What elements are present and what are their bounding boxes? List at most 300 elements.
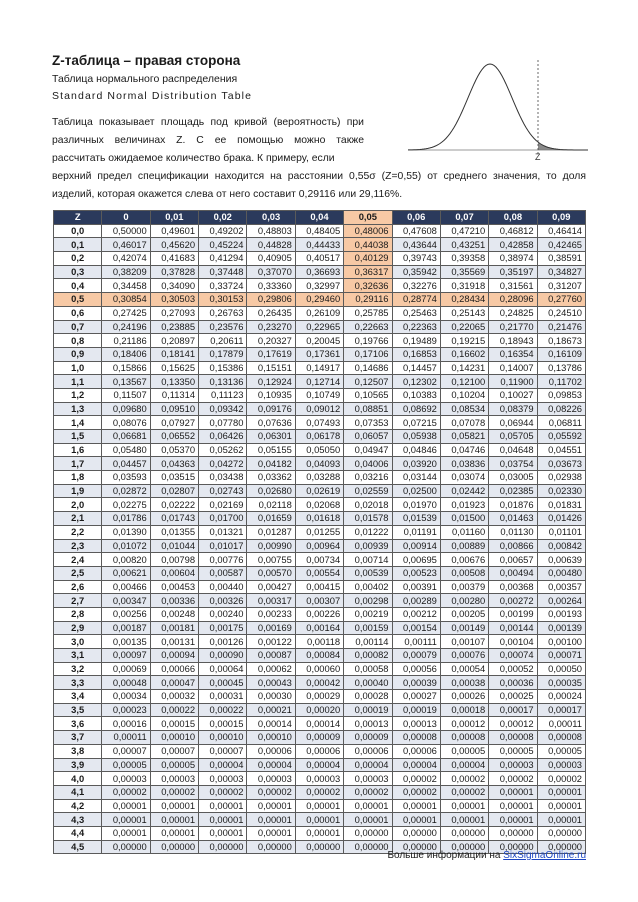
probability-cell: 0,12302 [392, 375, 440, 389]
probability-cell: 0,00001 [295, 813, 343, 827]
probability-cell: 0,00240 [199, 607, 247, 621]
probability-cell: 0,27425 [102, 306, 150, 320]
probability-cell: 0,30854 [102, 293, 150, 307]
probability-cell: 0,00019 [392, 703, 440, 717]
probability-cell: 0,09012 [295, 402, 343, 416]
probability-cell: 0,00001 [489, 785, 537, 799]
probability-cell: 0,00022 [150, 703, 198, 717]
probability-cell: 0,00001 [537, 813, 585, 827]
probability-cell: 0,31561 [489, 279, 537, 293]
probability-cell: 0,00007 [102, 744, 150, 758]
probability-cell: 0,12924 [247, 375, 295, 389]
probability-cell: 0,03673 [537, 457, 585, 471]
table-row [54, 347, 586, 361]
probability-cell: 0,00010 [150, 731, 198, 745]
probability-cell: 0,01390 [102, 525, 150, 539]
probability-cell: 0,00212 [392, 607, 440, 621]
probability-cell: 0,00002 [344, 785, 392, 799]
probability-cell: 0,01130 [489, 525, 537, 539]
probability-cell: 0,43644 [392, 238, 440, 252]
probability-cell: 0,29116 [344, 293, 392, 307]
probability-cell: 0,41683 [150, 252, 198, 266]
probability-cell: 0,04551 [537, 443, 585, 457]
probability-cell: 0,00004 [440, 758, 488, 772]
z-value-cell: 1,3 [54, 402, 102, 416]
probability-cell: 0,18943 [489, 334, 537, 348]
probability-cell: 0,34090 [150, 279, 198, 293]
probability-cell: 0,00024 [537, 690, 585, 704]
probability-cell: 0,42465 [537, 238, 585, 252]
probability-cell: 0,05262 [199, 443, 247, 457]
probability-cell: 0,07353 [344, 416, 392, 430]
probability-cell: 0,02938 [537, 471, 585, 485]
table-row [54, 306, 586, 320]
probability-cell: 0,00480 [537, 566, 585, 580]
probability-cell: 0,00005 [150, 758, 198, 772]
probability-cell: 0,11702 [537, 375, 585, 389]
probability-cell: 0,00494 [489, 566, 537, 580]
probability-cell: 0,00280 [440, 594, 488, 608]
probability-cell: 0,00002 [440, 772, 488, 786]
probability-cell: 0,00001 [247, 799, 295, 813]
probability-cell: 0,01222 [344, 525, 392, 539]
probability-cell: 0,24196 [102, 320, 150, 334]
probability-cell: 0,02872 [102, 484, 150, 498]
probability-cell: 0,02442 [440, 484, 488, 498]
probability-cell: 0,00021 [247, 703, 295, 717]
probability-cell: 0,00002 [537, 772, 585, 786]
probability-cell: 0,35942 [392, 265, 440, 279]
probability-cell: 0,08534 [440, 402, 488, 416]
probability-cell: 0,00695 [392, 553, 440, 567]
probability-cell: 0,00015 [199, 717, 247, 731]
probability-cell: 0,00001 [392, 813, 440, 827]
probability-cell: 0,42858 [489, 238, 537, 252]
probability-cell: 0,01786 [102, 512, 150, 526]
probability-cell: 0,00030 [247, 690, 295, 704]
probability-cell: 0,00508 [440, 566, 488, 580]
probability-cell: 0,18673 [537, 334, 585, 348]
table-row [54, 717, 586, 731]
probability-cell: 0,05938 [392, 430, 440, 444]
probability-cell: 0,16109 [537, 347, 585, 361]
probability-cell: 0,00001 [247, 813, 295, 827]
z-value-cell: 1,4 [54, 416, 102, 430]
z-value-cell: 1,5 [54, 430, 102, 444]
probability-cell: 0,00010 [199, 731, 247, 745]
probability-cell: 0,15386 [199, 361, 247, 375]
probability-cell: 0,00003 [247, 772, 295, 786]
probability-cell: 0,00164 [295, 621, 343, 635]
probability-cell: 0,00317 [247, 594, 295, 608]
probability-cell: 0,04648 [489, 443, 537, 457]
probability-cell: 0,25785 [344, 306, 392, 320]
table-row [54, 676, 586, 690]
column-header: 0 [102, 211, 150, 225]
probability-cell: 0,14457 [392, 361, 440, 375]
probability-cell: 0,03438 [199, 471, 247, 485]
probability-cell: 0,00199 [489, 607, 537, 621]
probability-cell: 0,04947 [344, 443, 392, 457]
z-value-cell: 1,6 [54, 443, 102, 457]
probability-cell: 0,26109 [295, 306, 343, 320]
probability-cell: 0,01463 [489, 512, 537, 526]
probability-cell: 0,46017 [102, 238, 150, 252]
probability-cell: 0,00010 [247, 731, 295, 745]
probability-cell: 0,20897 [150, 334, 198, 348]
probability-cell: 0,00226 [295, 607, 343, 621]
table-row [54, 690, 586, 704]
probability-cell: 0,00007 [199, 744, 247, 758]
probability-cell: 0,25463 [392, 306, 440, 320]
probability-cell: 0,00001 [440, 813, 488, 827]
probability-cell: 0,32997 [295, 279, 343, 293]
probability-cell: 0,00734 [295, 553, 343, 567]
probability-cell: 0,01831 [537, 498, 585, 512]
probability-cell: 0,00004 [344, 758, 392, 772]
z-value-cell: 0,2 [54, 252, 102, 266]
footer-text: Больше информации на [387, 850, 504, 861]
probability-cell: 0,00017 [489, 703, 537, 717]
probability-cell: 0,31207 [537, 279, 585, 293]
probability-cell: 0,00001 [489, 799, 537, 813]
table-row [54, 662, 586, 676]
table-row [54, 703, 586, 717]
probability-cell: 0,00391 [392, 580, 440, 594]
probability-cell: 0,00001 [440, 799, 488, 813]
probability-cell: 0,15151 [247, 361, 295, 375]
probability-cell: 0,01191 [392, 525, 440, 539]
probability-cell: 0,00621 [102, 566, 150, 580]
column-header: 0,09 [537, 211, 585, 225]
z-value-cell: 3,8 [54, 744, 102, 758]
z-value-cell: 4,5 [54, 840, 102, 854]
probability-cell: 0,11123 [199, 388, 247, 402]
probability-cell: 0,02222 [150, 498, 198, 512]
probability-cell: 0,00001 [295, 826, 343, 840]
probability-cell: 0,10565 [344, 388, 392, 402]
probability-cell: 0,00990 [247, 539, 295, 553]
probability-cell: 0,00001 [102, 813, 150, 827]
z-value-cell: 0,6 [54, 306, 102, 320]
probability-cell: 0,00058 [344, 662, 392, 676]
probability-cell: 0,37828 [150, 265, 198, 279]
probability-cell: 0,07215 [392, 416, 440, 430]
probability-cell: 0,32276 [392, 279, 440, 293]
probability-cell: 0,00001 [150, 826, 198, 840]
column-header: 0,08 [489, 211, 537, 225]
probability-cell: 0,00256 [102, 607, 150, 621]
probability-cell: 0,01044 [150, 539, 198, 553]
probability-cell: 0,00402 [344, 580, 392, 594]
probability-cell: 0,05705 [489, 430, 537, 444]
probability-cell: 0,00000 [295, 840, 343, 854]
probability-cell: 0,04272 [199, 457, 247, 471]
probability-cell: 0,00076 [440, 649, 488, 663]
probability-cell: 0,00001 [489, 813, 537, 827]
table-row [54, 443, 586, 457]
probability-cell: 0,20611 [199, 334, 247, 348]
z-value-cell: 4,3 [54, 813, 102, 827]
right-tail-area [408, 64, 588, 150]
probability-cell: 0,00001 [102, 799, 150, 813]
probability-cell: 0,00000 [489, 826, 537, 840]
probability-cell: 0,00005 [537, 744, 585, 758]
table-row [54, 744, 586, 758]
probability-cell: 0,23270 [247, 320, 295, 334]
probability-cell: 0,00031 [199, 690, 247, 704]
probability-cell: 0,03920 [392, 457, 440, 471]
probability-cell: 0,16602 [440, 347, 488, 361]
probability-cell: 0,48803 [247, 224, 295, 238]
table-row [54, 252, 586, 266]
probability-cell: 0,10935 [247, 388, 295, 402]
probability-cell: 0,00415 [295, 580, 343, 594]
probability-cell: 0,00657 [489, 553, 537, 567]
probability-cell: 0,19215 [440, 334, 488, 348]
probability-cell: 0,00289 [392, 594, 440, 608]
probability-cell: 0,00018 [440, 703, 488, 717]
probability-cell: 0,00019 [344, 703, 392, 717]
probability-cell: 0,00001 [199, 799, 247, 813]
z-value-cell: 3,2 [54, 662, 102, 676]
probability-cell: 0,10749 [295, 388, 343, 402]
probability-cell: 0,00193 [537, 607, 585, 621]
probability-cell: 0,00264 [537, 594, 585, 608]
probability-cell: 0,48006 [344, 224, 392, 238]
probability-cell: 0,00131 [150, 635, 198, 649]
probability-cell: 0,02118 [247, 498, 295, 512]
probability-cell: 0,00038 [440, 676, 488, 690]
z-value-cell: 0,9 [54, 347, 102, 361]
probability-cell: 0,00012 [489, 717, 537, 731]
probability-cell: 0,01923 [440, 498, 488, 512]
table-row [54, 402, 586, 416]
probability-cell: 0,00539 [344, 566, 392, 580]
probability-cell: 0,02018 [344, 498, 392, 512]
table-row [54, 566, 586, 580]
probability-cell: 0,00554 [295, 566, 343, 580]
probability-cell: 0,00307 [295, 594, 343, 608]
subtitle-ru: Таблица нормального распределения [52, 73, 238, 85]
description-part2: верхний предел спецификации находится на расстоянии 0,55σ (Z=0,55) от среднего значения, то доля изделий, которая окажется слева от него составит 0,29116 или 29,116%. [52, 171, 586, 200]
probability-cell: 0,00043 [247, 676, 295, 690]
probability-cell: 0,03216 [344, 471, 392, 485]
footer-link[interactable]: SixSigmaOnline.ru [503, 850, 586, 861]
probability-cell: 0,00011 [102, 731, 150, 745]
probability-cell: 0,25143 [440, 306, 488, 320]
probability-cell: 0,11314 [150, 388, 198, 402]
probability-cell: 0,01072 [102, 539, 150, 553]
z-value-cell: 0,0 [54, 224, 102, 238]
z-value-cell: 0,1 [54, 238, 102, 252]
probability-cell: 0,06301 [247, 430, 295, 444]
probability-cell: 0,00001 [199, 813, 247, 827]
probability-cell: 0,00009 [344, 731, 392, 745]
probability-cell: 0,00379 [440, 580, 488, 594]
probability-cell: 0,08692 [392, 402, 440, 416]
probability-cell: 0,08076 [102, 416, 150, 430]
z-value-cell: 1,8 [54, 471, 102, 485]
probability-cell: 0,40905 [247, 252, 295, 266]
probability-cell: 0,01160 [440, 525, 488, 539]
probability-cell: 0,00004 [247, 758, 295, 772]
probability-cell: 0,01618 [295, 512, 343, 526]
table-row [54, 430, 586, 444]
probability-cell: 0,01287 [247, 525, 295, 539]
probability-cell: 0,00107 [440, 635, 488, 649]
probability-cell: 0,00003 [199, 772, 247, 786]
probability-cell: 0,00011 [537, 717, 585, 731]
probability-cell: 0,00017 [537, 703, 585, 717]
probability-cell: 0,13786 [537, 361, 585, 375]
probability-cell: 0,34827 [537, 265, 585, 279]
probability-cell: 0,00004 [199, 758, 247, 772]
z-value-cell: 4,4 [54, 826, 102, 840]
probability-cell: 0,04006 [344, 457, 392, 471]
probability-cell: 0,00144 [489, 621, 537, 635]
probability-cell: 0,00126 [199, 635, 247, 649]
probability-cell: 0,00000 [247, 840, 295, 854]
probability-cell: 0,00000 [392, 826, 440, 840]
z-value-cell: 4,2 [54, 799, 102, 813]
probability-cell: 0,16354 [489, 347, 537, 361]
probability-cell: 0,00154 [392, 621, 440, 635]
probability-cell: 0,00000 [392, 840, 440, 854]
z-value-cell: 3,5 [54, 703, 102, 717]
probability-cell: 0,43251 [440, 238, 488, 252]
probability-cell: 0,00060 [295, 662, 343, 676]
table-row [54, 635, 586, 649]
probability-cell: 0,30503 [150, 293, 198, 307]
probability-cell: 0,00187 [102, 621, 150, 635]
probability-cell: 0,14917 [295, 361, 343, 375]
probability-cell: 0,04182 [247, 457, 295, 471]
table-row [54, 553, 586, 567]
probability-cell: 0,00097 [102, 649, 150, 663]
probability-cell: 0,00001 [247, 826, 295, 840]
probability-cell: 0,00079 [392, 649, 440, 663]
probability-cell: 0,12507 [344, 375, 392, 389]
probability-cell: 0,00964 [295, 539, 343, 553]
probability-cell: 0,44038 [344, 238, 392, 252]
probability-cell: 0,00004 [392, 758, 440, 772]
probability-cell: 0,02743 [199, 484, 247, 498]
probability-cell: 0,00027 [392, 690, 440, 704]
z-value-cell: 2,4 [54, 553, 102, 567]
probability-cell: 0,06426 [199, 430, 247, 444]
footer [387, 850, 586, 861]
z-value-cell: 1,1 [54, 375, 102, 389]
z-value-cell: 2,1 [54, 512, 102, 526]
probability-cell: 0,00040 [344, 676, 392, 690]
probability-cell: 0,04457 [102, 457, 150, 471]
table-row [54, 731, 586, 745]
probability-cell: 0,14007 [489, 361, 537, 375]
probability-cell: 0,00001 [537, 785, 585, 799]
probability-cell: 0,00135 [102, 635, 150, 649]
probability-cell: 0,00866 [489, 539, 537, 553]
table-row [54, 580, 586, 594]
probability-cell: 0,00032 [150, 690, 198, 704]
probability-cell: 0,09853 [537, 388, 585, 402]
probability-cell: 0,22663 [344, 320, 392, 334]
probability-cell: 0,00939 [344, 539, 392, 553]
probability-cell: 0,00755 [247, 553, 295, 567]
probability-cell: 0,21476 [537, 320, 585, 334]
probability-cell: 0,00034 [102, 690, 150, 704]
probability-cell: 0,00084 [295, 649, 343, 663]
probability-cell: 0,00003 [344, 772, 392, 786]
probability-cell: 0,02807 [150, 484, 198, 498]
probability-cell: 0,00008 [392, 731, 440, 745]
probability-cell: 0,00008 [489, 731, 537, 745]
probability-cell: 0,00169 [247, 621, 295, 635]
probability-cell: 0,01700 [199, 512, 247, 526]
probability-cell: 0,00028 [344, 690, 392, 704]
probability-cell: 0,00587 [199, 566, 247, 580]
probability-cell: 0,41294 [199, 252, 247, 266]
probability-cell: 0,21770 [489, 320, 537, 334]
table-row [54, 238, 586, 252]
table-row [54, 334, 586, 348]
probability-cell: 0,00071 [537, 649, 585, 663]
probability-cell: 0,00013 [392, 717, 440, 731]
probability-cell: 0,03593 [102, 471, 150, 485]
probability-cell: 0,26435 [247, 306, 295, 320]
probability-cell: 0,40517 [295, 252, 343, 266]
table-row [54, 799, 586, 813]
probability-cell: 0,05155 [247, 443, 295, 457]
probability-cell: 0,06552 [150, 430, 198, 444]
table-row [54, 594, 586, 608]
probability-cell: 0,02500 [392, 484, 440, 498]
table-row [54, 758, 586, 772]
probability-cell: 0,04093 [295, 457, 343, 471]
probability-cell: 0,02330 [537, 484, 585, 498]
probability-cell: 0,01355 [150, 525, 198, 539]
probability-cell: 0,00002 [150, 785, 198, 799]
probability-cell: 0,00000 [344, 840, 392, 854]
probability-cell: 0,00570 [247, 566, 295, 580]
probability-cell: 0,02068 [295, 498, 343, 512]
probability-cell: 0,39743 [392, 252, 440, 266]
probability-cell: 0,00006 [392, 744, 440, 758]
probability-cell: 0,00062 [247, 662, 295, 676]
probability-cell: 0,00001 [537, 799, 585, 813]
probability-cell: 0,15625 [150, 361, 198, 375]
probability-cell: 0,27760 [537, 293, 585, 307]
probability-cell: 0,00440 [199, 580, 247, 594]
z-table [53, 210, 586, 854]
probability-cell: 0,00006 [295, 744, 343, 758]
probability-cell: 0,00014 [295, 717, 343, 731]
probability-cell: 0,00368 [489, 580, 537, 594]
table-row [54, 361, 586, 375]
probability-cell: 0,00002 [102, 785, 150, 799]
probability-cell: 0,02619 [295, 484, 343, 498]
probability-cell: 0,00002 [247, 785, 295, 799]
probability-cell: 0,00139 [537, 621, 585, 635]
table-header-row [54, 211, 586, 225]
probability-cell: 0,00000 [537, 840, 585, 854]
probability-cell: 0,00014 [247, 717, 295, 731]
probability-cell: 0,02680 [247, 484, 295, 498]
column-header: 0,02 [199, 211, 247, 225]
probability-cell: 0,20327 [247, 334, 295, 348]
probability-cell: 0,00003 [295, 772, 343, 786]
probability-cell: 0,09510 [150, 402, 198, 416]
